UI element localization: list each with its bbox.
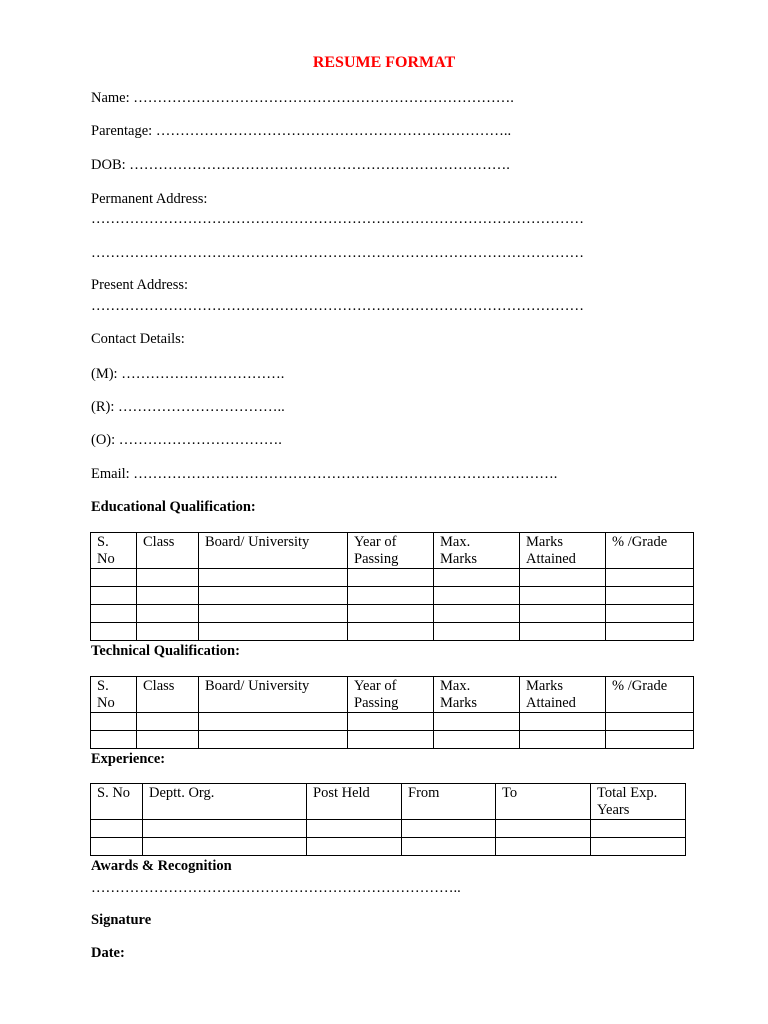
header-year: Year of Passing (348, 533, 434, 569)
table-header-row (91, 677, 694, 713)
header-sno: S. No (91, 677, 137, 713)
table-row (91, 731, 694, 749)
table-header-row (91, 533, 694, 569)
experience-table (90, 783, 686, 856)
permanent-address-line-2: ………………………………………………………………………………………… (91, 245, 584, 261)
email-field: Email: ……………………………………………………………………………. (91, 466, 558, 482)
header-sno: S. No (91, 533, 137, 569)
header-deptt-org: Deptt. Org. (143, 784, 307, 820)
parentage-field: Parentage: ……………………………………………………………….. (91, 123, 512, 139)
office-field: (O): ……………………………. (91, 432, 282, 448)
table-row (91, 623, 694, 641)
residence-field: (R): …………………………….. (91, 399, 285, 415)
header-total-exp: Total Exp. Years (591, 784, 686, 820)
present-address-label: Present Address: (91, 277, 189, 293)
permanent-address-line-1: ………………………………………………………………………………………… (91, 211, 584, 227)
header-grade: % /Grade (606, 533, 694, 569)
table-row (91, 569, 694, 587)
table-row (91, 820, 686, 838)
technical-qualification-heading: Technical Qualification: (91, 643, 240, 659)
contact-details-label: Contact Details: (91, 331, 185, 347)
page-title: RESUME FORMAT (312, 54, 456, 71)
educational-qualification-table (90, 532, 694, 641)
table-row (91, 605, 694, 623)
awards-heading: Awards & Recognition (91, 858, 232, 874)
header-sno: S. No (91, 784, 143, 820)
permanent-address-label: Permanent Address: (91, 191, 208, 207)
header-board: Board/ University (199, 677, 348, 713)
table-row (91, 838, 686, 856)
educational-qualification-heading: Educational Qualification: (91, 499, 256, 515)
header-max-marks: Max. Marks (434, 677, 520, 713)
date-label: Date: (91, 945, 125, 961)
header-post-held: Post Held (307, 784, 402, 820)
header-to: To (496, 784, 591, 820)
header-class: Class (137, 533, 199, 569)
table-header-row (91, 784, 686, 820)
name-field: Name: ……………………………………………………………………. (91, 90, 514, 106)
table-row (91, 587, 694, 605)
mobile-field: (M): ……………………………. (91, 366, 285, 382)
technical-qualification-table (90, 676, 694, 749)
signature-label: Signature (91, 912, 152, 928)
header-board: Board/ University (199, 533, 348, 569)
header-year: Year of Passing (348, 677, 434, 713)
table-row (91, 713, 694, 731)
header-class: Class (137, 677, 199, 713)
header-marks-attained: Marks Attained (520, 533, 606, 569)
present-address-line-1: ………………………………………………………………………………………… (91, 298, 584, 314)
header-grade: % /Grade (606, 677, 694, 713)
experience-heading: Experience: (91, 751, 166, 767)
header-max-marks: Max. Marks (434, 533, 520, 569)
awards-line: ………………………………………………………………….. (91, 880, 461, 896)
dob-field: DOB: ……………………………………………………………………. (91, 157, 510, 173)
header-from: From (402, 784, 496, 820)
header-marks-attained: Marks Attained (520, 677, 606, 713)
